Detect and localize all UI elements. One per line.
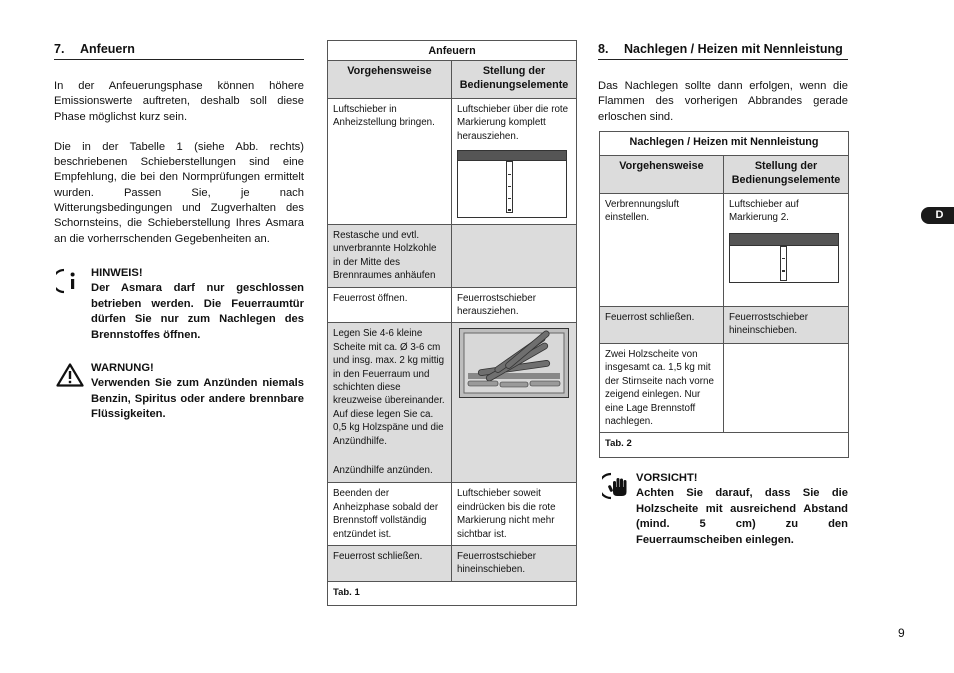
table-cell — [452, 225, 577, 288]
table-cell-text: Luftschieber über die rote Markierung komplett herausziehen. — [457, 104, 569, 142]
table-cell: Feuerrost öffnen. — [328, 287, 452, 323]
table-cell: Feuerrost schließen. — [328, 546, 452, 582]
section-7 — [54, 42, 304, 423]
caution-text: Achten Sie darauf, dass Sie die Holzscheite mit ausreichend Abstand (mind. 5 cm) zu den Feuerraumscheiben einlegen. — [636, 487, 848, 546]
caution-label: VORSICHT! — [636, 472, 698, 484]
table-cell-text: Luftschieber auf Markierung 2. — [729, 199, 799, 224]
table-row — [328, 323, 577, 483]
table-cell: Zwei Holzscheite von insgesamt ca. 1,5 kg mit der Stirnseite nach vorne zeigend einlegen. Nur eine Lage Brennstoff nachlegen. — [600, 344, 724, 433]
table-cell: Feuerrostschieber herausziehen. — [452, 287, 577, 323]
section-8-title: Nachlegen / Heizen mit Nennleistung — [624, 42, 843, 56]
hint-note — [54, 266, 304, 343]
table-cell — [452, 99, 577, 225]
table-row — [600, 307, 849, 344]
section-7-recommendation: Die in der Tabelle 1 (siehe Abb. rechts) beschriebenen Schieberstellungen sind eine Empfehlung, die bei den Normprüfungen ermittelt wurden. Passen Sie, je nach Witterungsbedingungen und Zugverhalten des Schornsteins, die Schieberstellung Ihres Asmara an die vorherrschenden Gegebenheiten an. — [54, 140, 304, 245]
table-cell: Beenden der Anheizphase sobald der Brennstoff vollständig entzündet ist. — [328, 483, 452, 546]
section-7-title: Anfeuern — [80, 42, 135, 56]
table-1-anfeuern — [327, 40, 577, 606]
glove-hand-icon — [602, 472, 632, 505]
table-2-col-controls: Stellung der Bedienungselemente — [724, 156, 849, 194]
firewood-stack-image — [459, 328, 569, 398]
section-7-heading — [54, 42, 304, 60]
warning-triangle-icon — [56, 363, 84, 392]
table-1-col-procedure: Vorgehensweise — [328, 61, 452, 99]
info-icon — [56, 268, 84, 299]
table-1-title: Anfeuern — [328, 41, 577, 61]
table-row — [328, 546, 577, 582]
warning-label: WARNUNG! — [91, 362, 154, 374]
table-cell: Restasche und evtl. unverbrannte Holzkohle in der Mitte des Brennraumes anhäufen — [328, 225, 452, 288]
table-2-footer: Tab. 2 — [600, 433, 849, 457]
hint-label: HINWEIS! — [91, 266, 143, 279]
table-2-nachlegen — [599, 131, 849, 458]
table-2-title: Nachlegen / Heizen mit Nennleistung — [600, 132, 849, 156]
section-7-number: 7. — [54, 42, 65, 56]
table-row — [600, 194, 849, 307]
table-cell: Luftschieber soweit eindrücken bis die rote Markierung nicht mehr sichtbar ist. — [452, 483, 577, 546]
warning-text: Verwenden Sie zum Anzünden niemals Benzin, Spiritus oder andere brennbare Flüssigkeiten. — [91, 377, 304, 421]
air-slider-gauge-icon — [729, 233, 839, 283]
page-number: 9 — [898, 626, 905, 640]
table-row — [328, 225, 577, 288]
air-slider-gauge-icon — [457, 150, 567, 218]
section-7-intro: In der Anfeuerungsphase können höhere Emissionswerte auftreten, deshalb soll diese Phase möglichst kurz sein. — [54, 80, 304, 123]
table-cell-text: Anzündhilfe anzünden. — [333, 465, 433, 477]
table-cell-text: Legen Sie 4-6 kleine Scheite mit ca. Ø 3-6 cm und insg. max. 2 kg mittig in den Feuerraum und schichten diese kreuzweise übereinander. Auf diese legen Sie ca. 0,5 kg Holzspäne und die Anzündhilfe. — [333, 328, 445, 447]
table-cell — [724, 194, 849, 307]
language-tab-d: D — [921, 207, 954, 224]
table-cell: Feuerrostschieber hineinschieben. — [724, 307, 849, 344]
section-8-intro: Das Nachlegen sollte dann erfolgen, wenn die Flammen des vorherigen Abbrandes gerade erloschen sind. — [598, 80, 848, 123]
caution-note — [600, 471, 848, 548]
table-cell: Feuerrost schließen. — [600, 307, 724, 344]
section-8 — [598, 42, 848, 125]
table-row — [328, 287, 577, 323]
warning-note — [54, 361, 304, 423]
table-row — [328, 483, 577, 546]
table-cell — [452, 323, 577, 483]
table-cell: Luftschieber in Anheizstellung bringen. — [328, 99, 452, 225]
table-row — [328, 99, 577, 225]
table-1-col-controls: Stellung der Bedienungselemente — [452, 61, 577, 99]
table-2-col-procedure: Vorgehensweise — [600, 156, 724, 194]
section-8-heading — [598, 42, 848, 60]
table-1-footer: Tab. 1 — [328, 581, 577, 605]
section-8-number: 8. — [598, 42, 609, 56]
hint-text: Der Asmara darf nur geschlossen betrieben werden. Die Feuerraumtür dürfen Sie nur zum Nachlegen des Brennstoffes öffnen. — [91, 282, 304, 341]
table-cell — [724, 344, 849, 433]
table-cell — [328, 323, 452, 483]
table-row — [600, 344, 849, 433]
table-cell: Verbrennungsluft einstellen. — [600, 194, 724, 307]
table-cell: Feuerrostschieber hineinschieben. — [452, 546, 577, 582]
